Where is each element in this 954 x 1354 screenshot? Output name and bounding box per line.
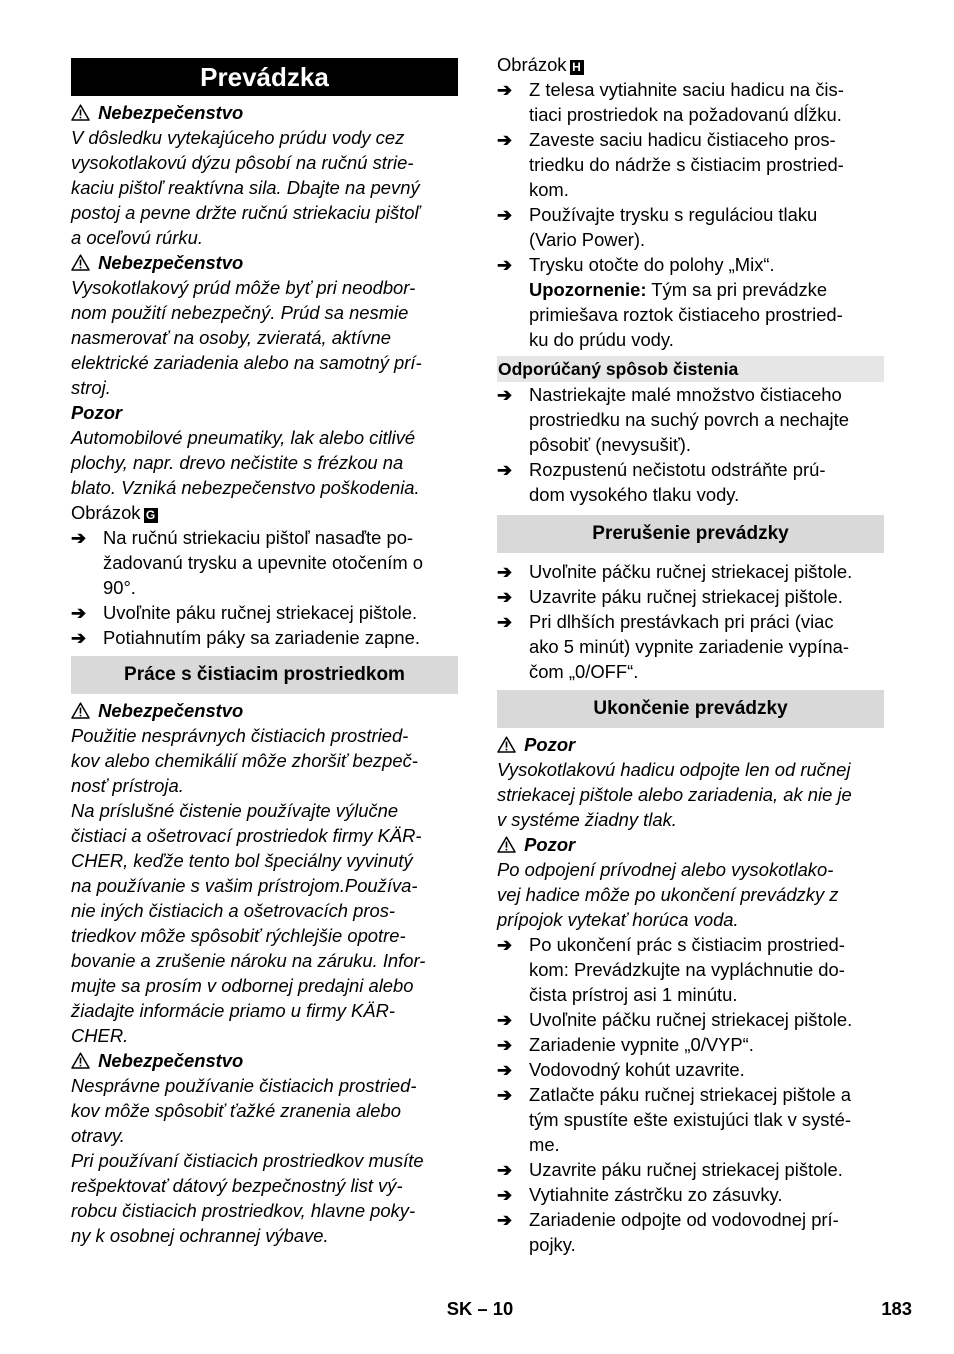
- arrow-right-icon: ➔: [497, 255, 513, 275]
- warning-label: Nebezpečenstvo: [98, 102, 244, 123]
- warning-text-line: plochy, napr. drevo nečistite s frézkou na: [71, 452, 404, 473]
- warning-triangle-icon: [71, 254, 93, 271]
- step-text: čista prístroj asi 1 minútu.: [529, 984, 738, 1005]
- step-list: [71, 525, 458, 650]
- warning-label: Pozor: [71, 402, 123, 423]
- warning-label: Nebezpečenstvo: [98, 700, 244, 721]
- arrow-right-icon: ➔: [497, 1010, 513, 1030]
- step-item: [497, 457, 884, 507]
- step-text: Vytiahnite zástrčku zo zásuvky.: [529, 1184, 783, 1205]
- step-item: [497, 382, 884, 457]
- step-text: Nastriekajte malé množstvo čistiaceho: [529, 384, 842, 405]
- warning-text-line: vysokotlakovú dýzu pôsobí na ručnú strie-: [71, 152, 414, 173]
- warning-text-line: Po odpojení prívodnej alebo vysokotlako-: [497, 859, 834, 880]
- warning-triangle-icon: [71, 1052, 93, 1069]
- step-item: [497, 1207, 884, 1257]
- step-text: Zariadenie odpojte od vodovodnej prí-: [529, 1209, 839, 1230]
- step-text: Z telesa vytiahnite saciu hadicu na čis-: [529, 79, 844, 100]
- step-text: Uvoľnite páku ručnej striekacej pištole.: [103, 602, 418, 623]
- step-text: ako 5 minút) vypnite zariadenie vypína-: [529, 636, 849, 657]
- arrow-right-icon: ➔: [497, 612, 513, 632]
- danger-block: [71, 100, 458, 250]
- warning-text-line: Pri používaní čistiacich prostriedkov musíte: [71, 1150, 424, 1171]
- arrow-right-icon: ➔: [71, 603, 87, 623]
- warning-text-line: nosť prístroja.: [71, 775, 184, 796]
- warning-text-line: otravy.: [71, 1125, 125, 1146]
- right-column: [497, 52, 884, 1257]
- step-item: [497, 1007, 884, 1032]
- step-list: [497, 382, 884, 507]
- step-text: kom.: [529, 179, 569, 200]
- warning-text-line: vej hadice môže po ukončení prevádzky z: [497, 884, 839, 905]
- arrow-right-icon: ➔: [497, 562, 513, 582]
- note-text: [497, 302, 884, 352]
- warning-heading: [497, 732, 884, 757]
- note-text-line: ku do prúdu vody.: [529, 329, 674, 350]
- note-line: Upozornenie: Tým sa pri prevádzke: [529, 279, 828, 300]
- step-item: [71, 600, 458, 625]
- step-item: [497, 1182, 884, 1207]
- arrow-right-icon: ➔: [497, 460, 513, 480]
- step-text: Uzavrite páku ručnej striekacej pištole.: [529, 586, 843, 607]
- warning-heading: [497, 832, 884, 857]
- step-item: [497, 1157, 884, 1182]
- section-title-detergent: Práce s čistiacim prostriedkom: [71, 656, 458, 694]
- step-text: Používajte trysku s reguláciou tlaku: [529, 204, 818, 225]
- warning-text-line: ny k osobnej ochrannej výbave.: [71, 1225, 329, 1246]
- warning-text-line: nasmerovať na osoby, zvieratá, aktívne: [71, 327, 391, 348]
- warning-text-line: kaciu pištoľ reaktívna sila. Dbajte na pevný: [71, 177, 420, 198]
- step-item: [497, 252, 884, 277]
- step-text: me.: [529, 1134, 560, 1155]
- step-item: [497, 127, 884, 202]
- step-text: kom: Prevádzkujte na vypláchnutie do-: [529, 959, 845, 980]
- danger-block: [71, 250, 458, 400]
- step-list: [497, 932, 884, 1257]
- step-text: pôsobiť (nevysušiť).: [529, 434, 692, 455]
- step-text: Pri dlhších prestávkach pri práci (viac: [529, 611, 834, 632]
- warning-text-line: kov alebo chemikálií môže zhoršiť bezpeč-: [71, 750, 418, 771]
- step-item: [497, 1082, 884, 1157]
- warning-triangle-icon: [497, 836, 519, 853]
- warning-label: Nebezpečenstvo: [98, 1050, 244, 1071]
- step-text: Uzavrite páku ručnej striekacej pištole.: [529, 1159, 843, 1180]
- warning-text-line: žiadajte informácie priamo u firmy KÄR-: [71, 1000, 395, 1021]
- step-text: žadovanú trysku a upevnite otočením o: [103, 552, 423, 573]
- warning-text-line: Vysokotlakovú hadicu odpojte len od ručnej: [497, 759, 851, 780]
- step-text: Uvoľnite páčku ručnej striekacej pištole.: [529, 1009, 853, 1030]
- arrow-right-icon: ➔: [497, 80, 513, 100]
- warning-text-line: blato. Vzniká nebezpečenstvo poškodenia.: [71, 477, 420, 498]
- warning-text-line: nie iných čistiacich a ošetrovacích pros-: [71, 900, 396, 921]
- arrow-right-icon: ➔: [497, 1210, 513, 1230]
- warning-text-line: nom použití nebezpečný. Prúd sa nesmie: [71, 302, 409, 323]
- step-text: Zatlačte páku ručnej striekacej pištole a: [529, 1084, 851, 1105]
- warning-text-line: rešpektovať dátový bezpečnostný list vý-: [71, 1175, 403, 1196]
- warning-text-line: triedkov môže spôsobiť rýchlejšie opotre-: [71, 925, 406, 946]
- section-title-interrupt: Prerušenie prevádzky: [497, 515, 884, 553]
- arrow-right-icon: ➔: [497, 587, 513, 607]
- danger-block: [71, 1048, 458, 1248]
- step-text: Na ručnú striekaciu pištoľ nasaďte po-: [103, 527, 414, 548]
- step-item: [71, 625, 458, 650]
- step-text: čom „0/OFF“.: [529, 661, 639, 682]
- warning-text-line: stroj.: [71, 377, 111, 398]
- arrow-right-icon: ➔: [71, 628, 87, 648]
- step-item: [497, 1032, 884, 1057]
- warning-text-line: bovanie a zrušenie nároku na záruku. Infor-: [71, 950, 426, 971]
- caution-block: [497, 732, 884, 832]
- step-text: 90°.: [103, 577, 136, 598]
- step-text: Rozpustenú nečistotu odstráňte prú-: [529, 459, 826, 480]
- note-label: Upozornenie:: [529, 279, 647, 300]
- warning-text-line: Automobilové pneumatiky, lak alebo citlivé: [71, 427, 416, 448]
- step-text: Po ukončení prác s čistiacim prostried-: [529, 934, 845, 955]
- warning-heading: [71, 698, 458, 723]
- step-text: tiaci prostriedok na požadovanú dĺžku.: [529, 104, 842, 125]
- warning-text-line: striekacej pištole alebo zariadenia, ak nie je: [497, 784, 852, 805]
- step-item: [497, 202, 884, 252]
- figure-ref: Obrázok G: [71, 500, 458, 525]
- warning-text-line: na používanie s vašim prístrojom.Používa-: [71, 875, 418, 896]
- step-text: Uvoľnite páčku ručnej striekacej pištole.: [529, 561, 853, 582]
- warning-triangle-icon: [497, 736, 519, 753]
- step-item: [497, 932, 884, 1007]
- step-item: [497, 1057, 884, 1082]
- step-item: [71, 525, 458, 600]
- warning-heading: [71, 250, 458, 275]
- warning-heading: [71, 100, 458, 125]
- warning-text-line: postoj a pevne držte ručnú striekaciu pištoľ: [71, 202, 420, 223]
- step-text: tým spustíte ešte existujúci tlak v systé-: [529, 1109, 851, 1130]
- warning-text-line: V dôsledku vytekajúceho prúdu vody cez: [71, 127, 405, 148]
- warning-heading: [71, 400, 458, 425]
- arrow-right-icon: ➔: [497, 385, 513, 405]
- figure-ref: Obrázok H: [497, 52, 884, 77]
- left-column: [71, 58, 458, 1248]
- step-list: [497, 559, 884, 684]
- step-text: Trysku otočte do polohy „Mix“.: [529, 254, 775, 275]
- step-text: pojky.: [529, 1234, 576, 1255]
- step-item: [497, 559, 884, 584]
- warning-text-line: robcu čistiacich prostriedkov, hlavne poky-: [71, 1200, 416, 1221]
- step-text: Vodovodný kohút uzavrite.: [529, 1059, 745, 1080]
- warning-text-line: Vysokotlakový prúd môže byť pri neodbor-: [71, 277, 416, 298]
- caution-block: [497, 832, 884, 932]
- arrow-right-icon: ➔: [71, 528, 87, 548]
- arrow-right-icon: ➔: [497, 130, 513, 150]
- step-text: (Vario Power).: [529, 229, 646, 250]
- warning-triangle-icon: [71, 702, 93, 719]
- warning-text-line: CHER.: [71, 1025, 129, 1046]
- step-list: [497, 77, 884, 277]
- warning-text-line: mujte sa prosím v odbornej predajni alebo: [71, 975, 414, 996]
- warning-text-line: Nesprávne používanie čistiacich prostried-: [71, 1075, 417, 1096]
- step-item: [497, 609, 884, 684]
- section-title-operation: Prevádzka: [71, 58, 458, 96]
- arrow-right-icon: ➔: [497, 1160, 513, 1180]
- step-text: Zariadenie vypnite „0/VYP“.: [529, 1034, 754, 1055]
- section-title-end: Ukončenie prevádzky: [497, 690, 884, 728]
- step-text: dom vysokého tlaku vody.: [529, 484, 740, 505]
- note-text-line: primiešava roztok čistiaceho prostried-: [529, 304, 843, 325]
- footer-section: SK – 10: [446, 1298, 514, 1319]
- warning-text-line: a oceľovú rúrku.: [71, 227, 203, 248]
- warning-label: Pozor: [524, 834, 576, 855]
- step-text: triedku do nádrže s čistiacim prostried-: [529, 154, 844, 175]
- warning-text-line: Použitie nesprávnych čistiacich prostried-: [71, 725, 409, 746]
- figure-letter: G: [144, 508, 158, 523]
- danger-block: [71, 698, 458, 1048]
- warning-text-line: čistiaci a ošetrovací prostriedok firmy KÄR-: [71, 825, 422, 846]
- step-item: [497, 77, 884, 127]
- step-text: Potiahnutím páky sa zariadenie zapne.: [103, 627, 420, 648]
- subsection-title-recommended: Odporúčaný spôsob čistenia: [497, 356, 884, 382]
- page-number: 183: [881, 1298, 912, 1319]
- figure-letter: H: [570, 60, 584, 75]
- arrow-right-icon: ➔: [497, 1085, 513, 1105]
- arrow-right-icon: ➔: [497, 935, 513, 955]
- warning-heading: [71, 1048, 458, 1073]
- arrow-right-icon: ➔: [497, 205, 513, 225]
- warning-label: Pozor: [524, 734, 576, 755]
- arrow-right-icon: ➔: [497, 1035, 513, 1055]
- warning-text-line: kov môže spôsobiť ťažké zranenia alebo: [71, 1100, 401, 1121]
- step-text: prostriedku na suchý povrch a nechajte: [529, 409, 849, 430]
- step-text: Zaveste saciu hadicu čistiaceho pros-: [529, 129, 836, 150]
- caution-block: [71, 400, 458, 500]
- warning-text-line: prípojok vytekať horúca voda.: [497, 909, 739, 930]
- arrow-right-icon: ➔: [497, 1060, 513, 1080]
- warning-label: Nebezpečenstvo: [98, 252, 244, 273]
- warning-text-line: elektrické zariadenia alebo na samotný prí-: [71, 352, 422, 373]
- arrow-right-icon: ➔: [497, 1185, 513, 1205]
- warning-text-line: Na príslušné čistenie používajte výlučne: [71, 800, 399, 821]
- warning-text-line: CHER, keďže tento bol špeciálny vyvinutý: [71, 850, 413, 871]
- warning-text-line: v systéme žiadny tlak.: [497, 809, 677, 830]
- warning-triangle-icon: [71, 104, 93, 121]
- step-item: [497, 584, 884, 609]
